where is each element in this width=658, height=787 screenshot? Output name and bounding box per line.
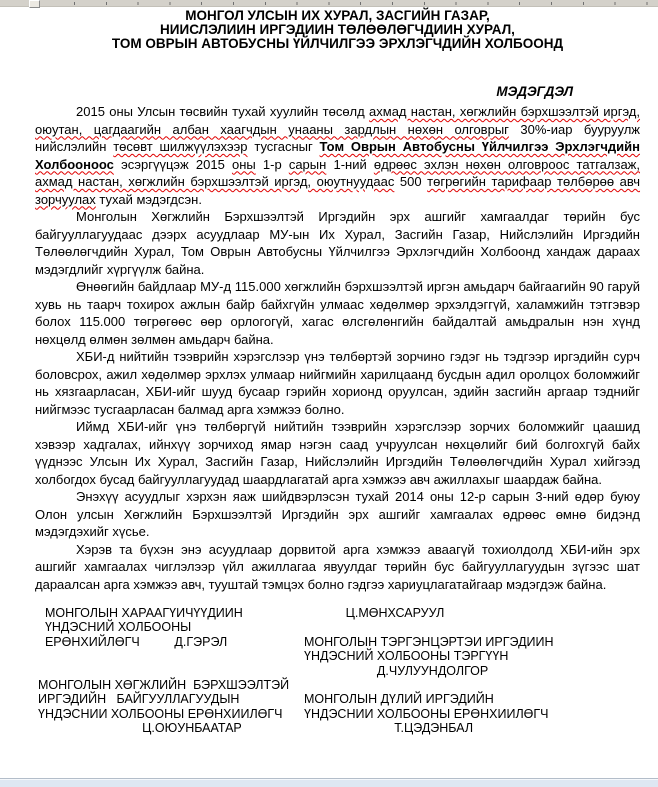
signature-cell-left: МОНГОЛЫН ХАРААГҮИЧҮҮДИИН: [38, 606, 243, 620]
signature-cell-right: ҮНДЭСНИИ ХОЛБООНЫ ЕРӨНХИИЛӨГЧ: [304, 706, 549, 721]
signature-cell-left: ҮНДЭСНИИ ХОЛБООНЫ ЕРӨНХИИЛӨГЧ: [38, 706, 283, 721]
text-run: 1-р: [255, 156, 289, 172]
memo-title: МЭДЭГДЭЛ: [496, 84, 573, 99]
text-run: Хэрэв та бүхэн энэ асуудлаар дорвитой арга хэмжээ аваагүй тохиолдолд ХБИ-ийн эрх ашгийг хамгаалах чиглэлээр үйл ажиллагаа явуулдаг төрийн бус байгууллагуудын зүгээс шат дараалсан арга хэмжээ авч, тууштай тэмцэх болно гэдгээ хариуцлагатайгаар мэдэгдэж байна.: [35, 541, 640, 592]
signature-cell-left: ИРГЭДИЙН БАЙГУУЛЛАГУУДЫН: [38, 692, 240, 707]
signature-cell-left: Ц.ОЮУНБААТАР: [38, 721, 242, 736]
text-run: Монголын Хөгжлийн Бэрхшээлтэй Иргэдийн эрх ашгийг хамгаалдаг төрийн бус байгууллагуудаас дээрх асуудлаар МУ-ын Их Хурал, Засгийн Газар, Нийслэлийн Иргэдийн Төлөөлөгчдийн Хурал, Том Оврын Автобусны Үйлчилгээ Эрхлэгчдийн Холбоонд хандаж дараах мэдэгдлийг хүргүүлж байна.: [35, 209, 640, 277]
text-run: эсэргүүцэж 2015: [113, 156, 232, 172]
header-line-3: ТОМ ОВРЫН АВТОБУСНЫ ҮЙЛЧИЛГЭЭ ЭРХЛЭГЧДИЙН ХОЛБООНД: [111, 36, 564, 51]
signature-cell-left: [38, 649, 304, 663]
signature-cell-right: [304, 620, 640, 634]
signature-cell-left: ЕРӨНХИЙЛӨГЧ Д.ГЭРЭЛ: [38, 634, 228, 649]
paragraph: [35, 208, 640, 278]
misspelled-text-run: сарын: [288, 156, 327, 172]
paragraph: [35, 488, 640, 541]
ruler[interactable]: [0, 0, 658, 7]
document-header: [35, 9, 640, 51]
signature-row: [38, 707, 640, 721]
misspelled-text-run: Том Оврын Автобусны Үйлчилгээ Эрхлэгчдийн Холбооноос: [35, 139, 640, 172]
signature-row: [38, 620, 640, 634]
signature-section: [35, 606, 640, 736]
paragraph: [35, 541, 640, 594]
misspelled-text-run: өдрөөс эхлэн нөхөн олговроос татгалзаж, ахмад настан, хөгжлийн бэрхшээлтэй иргэд, оюутнуудаас: [35, 156, 640, 189]
text-run: 2015 оны Улсын төсвийн тухай хуулийн төсөлд: [76, 104, 370, 119]
signature-cell-right: Д.ЧУЛУУНДОЛГОР: [304, 663, 489, 678]
misspelled-text-run: ахмад настан, хөгжлийн бэрхшээлтэй иргэд, оюутан, цагдаагийн албан хаагчдын унааны зардлын нөхөн олговрыг: [35, 104, 641, 137]
text-run: тусгасныг: [247, 139, 320, 154]
text-run: тухай мэдэгдсэн.: [95, 191, 202, 207]
signature-cell-left: [38, 664, 304, 678]
signature-row: [38, 721, 640, 735]
signature-cell-left: МОНГОЛЫН ХӨГЖЛИЙН БЭРХШЭЭЛТЭЙ: [38, 678, 290, 693]
signature-cell-right: Т.ЦЭДЭНБАЛ: [304, 721, 474, 736]
text-run: 500: [394, 174, 428, 189]
misspelled-text-run: оны: [231, 156, 256, 172]
signature-cell-right: МОНГОЛЫН ТЭРГЭНЦЭРТЭИ ИРГЭДИИН: [304, 634, 554, 649]
signature-row: [38, 692, 640, 706]
paragraph: [35, 348, 640, 418]
window-bottom-bar: [0, 778, 658, 787]
paragraph: [35, 103, 640, 208]
header-line-1: МОНГОЛ УЛСЫН ИХ ХУРАЛ, ЗАСГИЙН ГАЗАР,: [185, 8, 490, 23]
signature-row: [38, 635, 640, 649]
text-run: 30%-иар бууруулж нийслэлийн: [35, 121, 640, 154]
signature-row: [38, 649, 640, 663]
paragraph: [35, 278, 640, 348]
signature-cell-right: [304, 678, 640, 692]
text-run: 1-ний: [326, 156, 374, 172]
signature-cell-right: МОНГОЛЫН ДҮЛИЙ ИРГЭДИЙН: [304, 692, 494, 707]
signature-row: [38, 606, 640, 620]
document-body: [35, 103, 640, 593]
text-run: Энэхүү асуудлыг хэрхэн яаж шийдвэрлэсэн тухай 2014 оны 12-р сарын 3-ний өдөр буюу Олон улсын Хөгжлийн Бэрхшээлтэй Иргэдийн эрх ашгийг хамгаалах өдрөөс өмнө бидэнд мэдэгдэхийг хүсье.: [35, 489, 640, 539]
misspelled-text-run: төгрөгийн тарифаар төлбөрөө авч зорчуулах: [35, 174, 641, 207]
text-run: Өнөөгийн байдлаар МУ-д 115.000 хөгжлийн бэрхшээлтэй иргэн амьдарч байгаагийн 90 гаруй хувь нь таарч тохирох ажлын байр байхгүйн улмаас хөдөлмөр эрхэлдэггүй, халамжийн тэтгэвэр болох 115.000 төгрөгөөс өөр орлогогүй, хагас өлсгөлөнгийн байдалтай амьдралын нэн хүнд нөхцөлд өлмөн зөлмөн амьдарч байна.: [35, 279, 640, 347]
signature-row: [38, 664, 640, 678]
signature-cell-right: Ц.МӨНХСАРУУЛ: [304, 606, 445, 620]
signature-cell-left: ҮНДЭСНИЙ ХОЛБООНЫ: [38, 620, 192, 635]
header-line-2: НИИСЛЭЛИИН ИРГЭДИИН ТӨЛӨӨЛӨГЧДИИН ХУРАЛ,: [160, 22, 515, 37]
text-run: Иймд ХБИ-ийг үнэ төлбөргүй нийтийн тээврийн хэрэгслээр зорчих боломжийг цаашид хэвээр хадгалах, ийнхүү зорчиход ямар нэгэн саад учруулсан нөхцөлийг бий болгохгүй байх үүднээс Улсын Их Хурал, Засгийн Газар, Нийслэлийн Иргэдийн Төлөөлөгчдийн Хурал хийгээд холбогдох бусад байгууллагуудад шаардлагатай арга хэмжээ авч ажиллахыг шаардаж байна.: [35, 419, 640, 487]
text-run: ХБИ-д нийтийн тээврийн хэрэгслээр үнэ төлбөртэй зорчино гэдэг нь тэдгээр иргэдийн сурч боловсрох, ажил хөдөлмөр эрхлэх улмаар нийгмийн харилцаанд бусдын адил оролцох боломжийг нь хязгаарласан, ХБИ-ийг шууд бусаар гэрийн хорионд оруулсан, эдийн засгийн аргаар тэднийг нийгмээс тусгаарласан балмад арга хэмжээ болно.: [35, 349, 640, 417]
signature-cell-right: ҮНДЭСНИЙ ХОЛБООНЫ ТЭРГҮҮН: [304, 649, 509, 664]
misspelled-text-run: төсөвт шилжүүлэхээр: [113, 139, 248, 154]
signature-row: [38, 678, 640, 692]
document-content[interactable]: [0, 7, 658, 736]
paragraph: [35, 418, 640, 488]
